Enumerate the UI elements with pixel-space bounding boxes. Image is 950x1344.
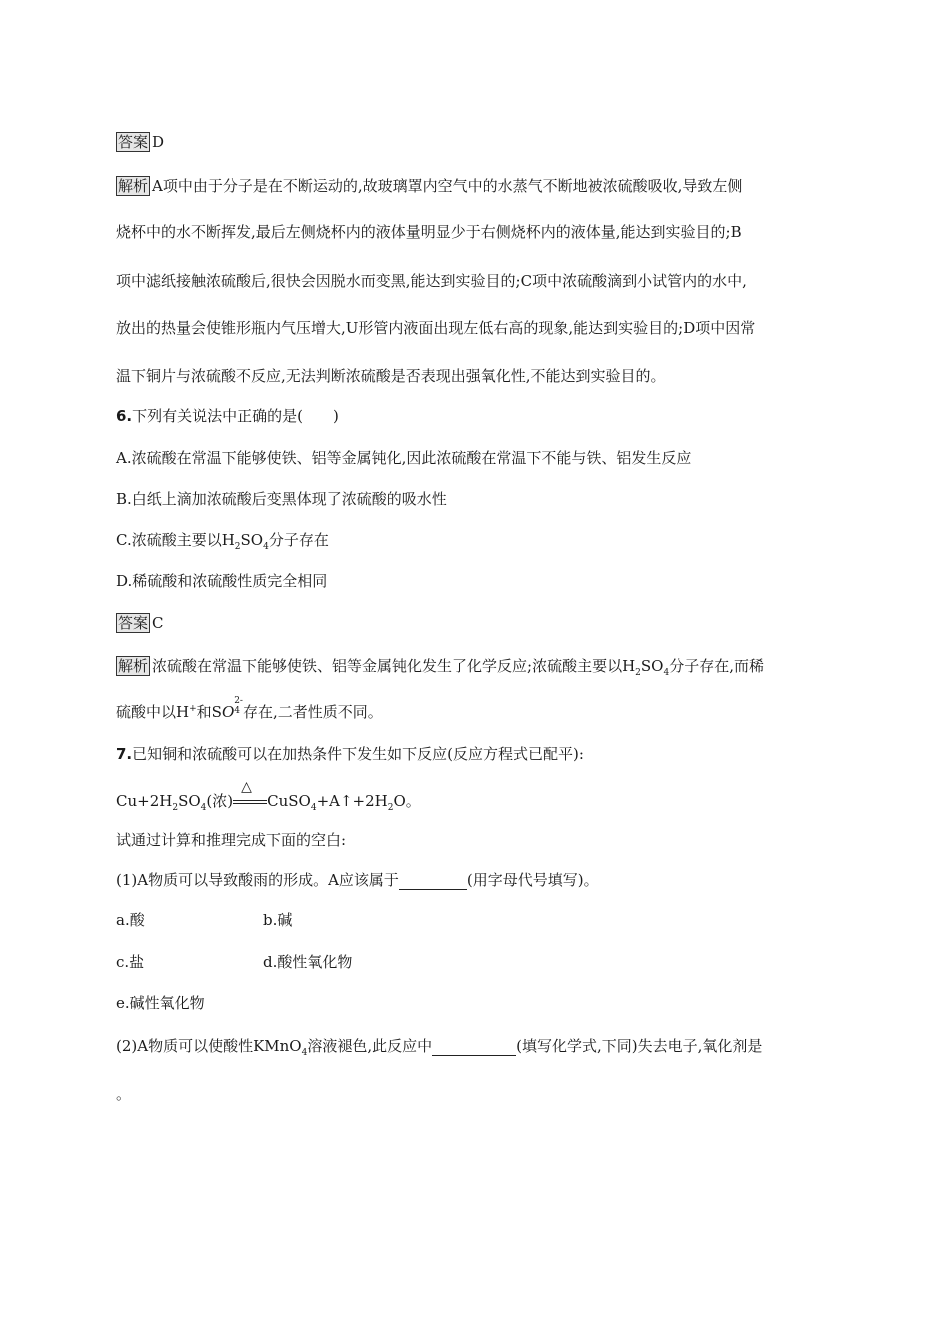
part-text: (用字母代号填写)。	[466, 871, 599, 889]
part-text: (1)A物质可以导致酸雨的形成。A应该属于	[116, 871, 399, 889]
subscript: 4	[263, 542, 269, 552]
ion-subscript: 4	[234, 706, 240, 716]
answer-tag: 答案	[118, 614, 149, 632]
heat-icon: △	[241, 779, 252, 795]
ion-charge-value: 2-	[234, 696, 243, 706]
subscript: 4	[301, 1048, 308, 1058]
option-text: 分子存在	[268, 531, 329, 549]
part-text: 溶液褪色,此反应中	[307, 1037, 433, 1055]
q5-analysis-line-1	[116, 176, 742, 196]
q6-answer-line	[116, 613, 164, 633]
q7-choice-a: a.酸	[116, 911, 145, 929]
question-number: 6.	[116, 407, 133, 425]
q6-analysis-line-2	[116, 696, 383, 725]
q6-option-a: A.浓硫酸在常温下能够使铁、铝等金属钝化,因此浓硫酸在常温下不能与铁、铝发生反应	[116, 449, 692, 467]
question-number: 7.	[116, 745, 133, 763]
q7-part-1	[116, 870, 599, 890]
q7-choice-c: c.盐	[116, 953, 145, 971]
option-text: SO	[240, 531, 264, 549]
subscript: 2	[635, 668, 641, 678]
superscript: +	[189, 704, 197, 714]
equation-part: (浓)	[206, 792, 234, 810]
q7-part-2-end: 。	[116, 1085, 132, 1103]
q7-choice-b: b.碱	[263, 911, 293, 929]
part-text: (填写化学式,下同)失去电子,氧化剂是	[516, 1037, 763, 1055]
analysis-text: SO	[640, 657, 664, 675]
q7-choice-d: d.酸性氧化物	[263, 953, 353, 971]
answer-blank-2[interactable]	[432, 1039, 516, 1056]
analysis-tag: 解析	[118, 657, 149, 675]
subscript: 2	[387, 803, 394, 813]
q6-option-b: B.白纸上滴加浓硫酸后变黑体现了浓硫酸的吸水性	[116, 490, 447, 508]
analysis-tag: 解析	[118, 177, 149, 195]
q5-answer-line	[116, 132, 164, 152]
answer-value: D	[152, 133, 165, 151]
equation-part: CuSO	[267, 792, 311, 810]
analysis-text: 硫酸中以H	[116, 703, 190, 721]
sulfate-ion: O	[221, 702, 235, 721]
analysis-text: 存在,二者性质不同。	[242, 703, 383, 721]
part-text: (2)A物质可以使酸性KMnO	[116, 1037, 302, 1055]
question-text: 已知铜和浓硫酸可以在加热条件下发生如下反应(反应方程式已配平):	[132, 745, 584, 763]
q5-analysis-line-2: 烧杯中的水不断挥发,最后左侧烧杯内的液体量明显少于右侧烧杯内的液体量,能达到实验目的;B	[116, 223, 742, 241]
equation-part: O。	[393, 792, 421, 810]
option-text: C.浓硫酸主要以H	[116, 531, 235, 549]
question-text: 下列有关说法中正确的是( )	[132, 407, 339, 425]
ion-charge	[234, 696, 243, 716]
equation-part: +A↑+2H	[316, 792, 388, 810]
q5-analysis-line-4: 放出的热量会使锥形瓶内气压增大,U形管内液面出现左低右高的现象,能达到实验目的;D项中因常	[116, 319, 756, 337]
q6-option-c	[116, 530, 329, 550]
reaction-arrow	[233, 779, 267, 811]
q7-part-2	[116, 1036, 762, 1056]
answer-blank-1[interactable]	[399, 873, 467, 890]
analysis-text: A项中由于分子是在不断运动的,故玻璃罩内空气中的水蒸气不断地被浓硫酸吸收,导致左侧	[152, 177, 743, 195]
subscript: 2	[172, 803, 179, 813]
subscript: 4	[310, 803, 317, 813]
equation-part: Cu+2H	[116, 792, 173, 810]
subscript: 4	[663, 668, 670, 678]
q6-analysis-line-1	[116, 656, 764, 676]
q6-stem	[116, 406, 339, 426]
q7-stem	[116, 744, 584, 764]
analysis-text: 浓硫酸在常温下能够使铁、铝等金属钝化发生了化学反应;浓硫酸主要以H	[152, 657, 636, 675]
answer-value: C	[152, 614, 164, 632]
subscript: 2	[234, 542, 241, 552]
q5-analysis-line-3: 项中滤纸接触浓硫酸后,很快会因脱水而变黑,能达到实验目的;C项中浓硫酸滴到小试管内的水中,	[116, 272, 747, 290]
q7-equation	[116, 779, 421, 813]
analysis-text: 分子存在,而稀	[669, 657, 764, 675]
equation-part: SO	[178, 792, 201, 810]
q6-option-d: D.稀硫酸和浓硫酸性质完全相同	[116, 572, 328, 590]
analysis-text: 和S	[196, 703, 222, 721]
answer-tag: 答案	[118, 133, 149, 151]
q5-analysis-line-5: 温下铜片与浓硫酸不反应,无法判断浓硫酸是否表现出强氧化性,不能达到实验目的。	[116, 367, 666, 385]
q7-choice-e: e.碱性氧化物	[116, 994, 205, 1012]
q7-instruction: 试通过计算和推理完成下面的空白:	[116, 831, 347, 849]
subscript: 4	[200, 803, 207, 813]
